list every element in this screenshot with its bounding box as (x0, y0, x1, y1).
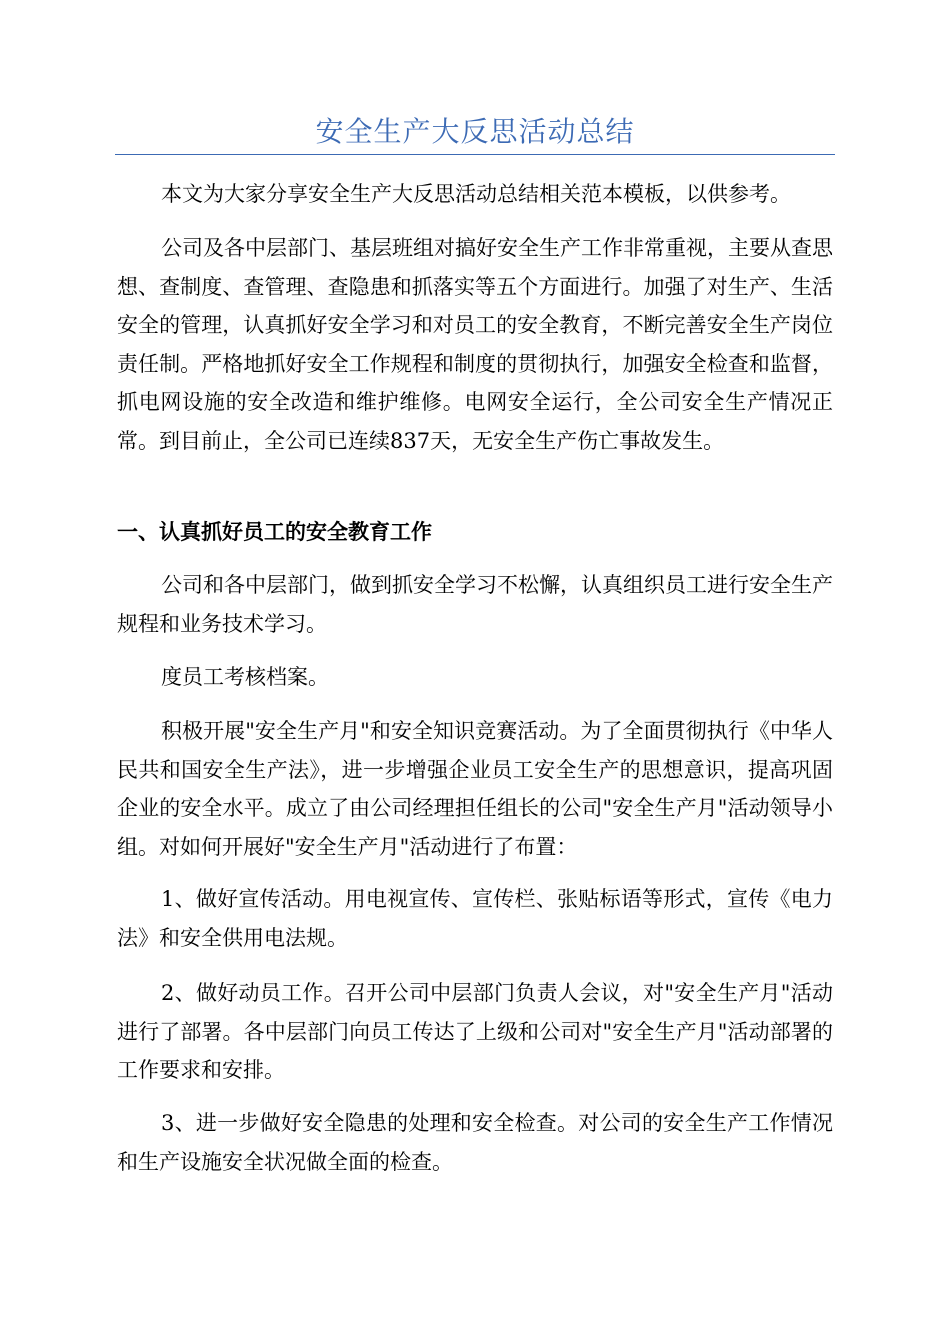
section1-item-1: 1、做好宣传活动。用电视宣传、宣传栏、张贴标语等形式，宣传《电力法》和安全供用电法规。 (117, 887, 833, 950)
section1-item-3: 3、进一步做好安全隐患的处理和安全检查。对公司的安全生产工作情况和生产设施安全状况做全面的检查。 (117, 1111, 833, 1174)
section1-paragraph-2: 度员工考核档案。 (161, 665, 329, 689)
section-heading-1: 一、认真抓好员工的安全教育工作 (117, 520, 432, 544)
section1-paragraph-1: 公司和各中层部门，做到抓安全学习不松懈，认真组织员工进行安全生产规程和业务技术学习。 (117, 573, 833, 636)
intro-paragraph: 本文为大家分享安全生产大反思活动总结相关范本模板，以供参考。 (161, 182, 791, 206)
summary-paragraph: 公司及各中层部门、基层班组对搞好安全生产工作非常重视，主要从查思想、查制度、查管理、查隐患和抓落实等五个方面进行。加强了对生产、生活安全的管理，认真抓好安全学习和对员工的安全教育，不断完善安全生产岗位责任制。严格地抓好安全工作规程和制度的贯彻执行，加强安全检查和监督，抓电网设施的安全改造和维护维修。电网安全运行，全公司安全生产情况正常。到目前止，全公司已连续837天，无安全生产伤亡事故发生。 (117, 236, 833, 453)
section1-item-2: 2、做好动员工作。召开公司中层部门负责人会议，对"安全生产月"活动进行了部署。各中层部门向员工传达了上级和公司对"安全生产月"活动部署的工作要求和安排。 (117, 981, 833, 1082)
section1-paragraph-3: 积极开展"安全生产月"和安全知识竞赛活动。为了全面贯彻执行《中华人民共和国安全生产法》，进一步增强企业员工安全生产的思想意识，提高巩固企业的安全水平。成立了由公司经理担任组长的公司"安全生产月"活动领导小组。对如何开展好"安全生产月"活动进行了布置： (117, 719, 833, 859)
title-underline (115, 154, 835, 155)
document-title: 安全生产大反思活动总结 (315, 115, 635, 148)
